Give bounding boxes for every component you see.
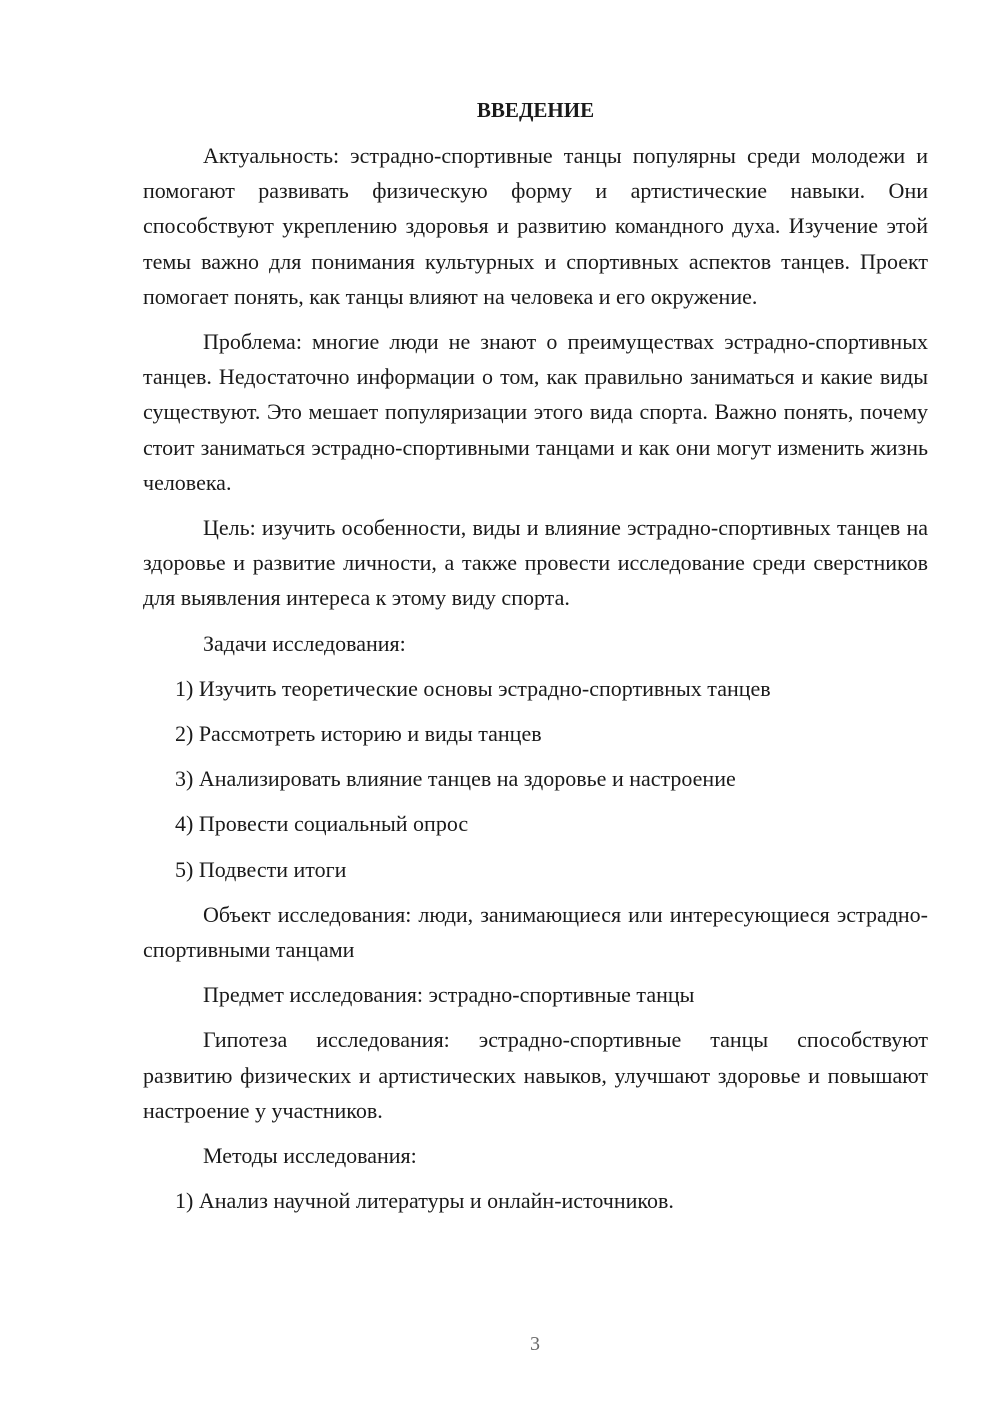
subject-paragraph: Предмет исследования: эстрадно-спортивные танцы [203,982,695,1008]
page-title: ВВЕДЕНИЕ [476,98,595,122]
task-item: 4) Провести социальный опрос [175,811,469,837]
problem-paragraph: Проблема: многие люди не знают о преимуществах эстрадно-спортивных танцев. Недостаточно информации о том, как правильно заниматься и какие виды существуют. Это мешает популяризации этого вида спорта. Важно понять, почему стоит заниматься эстрадно-спортивными танцами и как они могут изменить жизнь человека. [143,329,928,495]
task-item: 2) Рассмотреть историю и виды танцев [175,721,542,747]
page-number: 3 [530,1333,540,1355]
page-content [143,93,928,1228]
relevance-paragraph: Актуальность: эстрадно-спортивные танцы популярны среди молодежи и помогают развивать физическую форму и артистические навыки. Они способствуют укреплению здоровья и развитию командного духа. Изучение этой темы важно для понимания культурных и спортивных аспектов танцев. Проект помогает понять, как танцы влияют на человека и его окружение. [143,143,928,309]
methods-heading: Методы исследования: [203,1143,417,1169]
tasks-heading: Задачи исследования: [203,630,406,656]
method-item: 1) Анализ научной литературы и онлайн-источников. [175,1188,674,1214]
task-item: 5) Подвести итоги [175,856,347,882]
object-paragraph: Объект исследования: люди, занимающиеся или интересующиеся эстрадно-спортивными танцами [143,901,928,963]
goal-paragraph: Цель: изучить особенности, виды и влияние эстрадно-спортивных танцев на здоровье и развитие личности, а также провести исследование среди сверстников для выявления интереса к этому виду спорта. [143,515,928,611]
hypothesis-paragraph: Гипотеза исследования: эстрадно-спортивные танцы способствуют развитию физических и артистических навыков, улучшают здоровье и повышают настроение у участников. [143,1027,928,1123]
task-item: 3) Анализировать влияние танцев на здоровье и настроение [175,766,736,792]
task-item: 1) Изучить теоретические основы эстрадно-спортивных танцев [175,675,771,701]
